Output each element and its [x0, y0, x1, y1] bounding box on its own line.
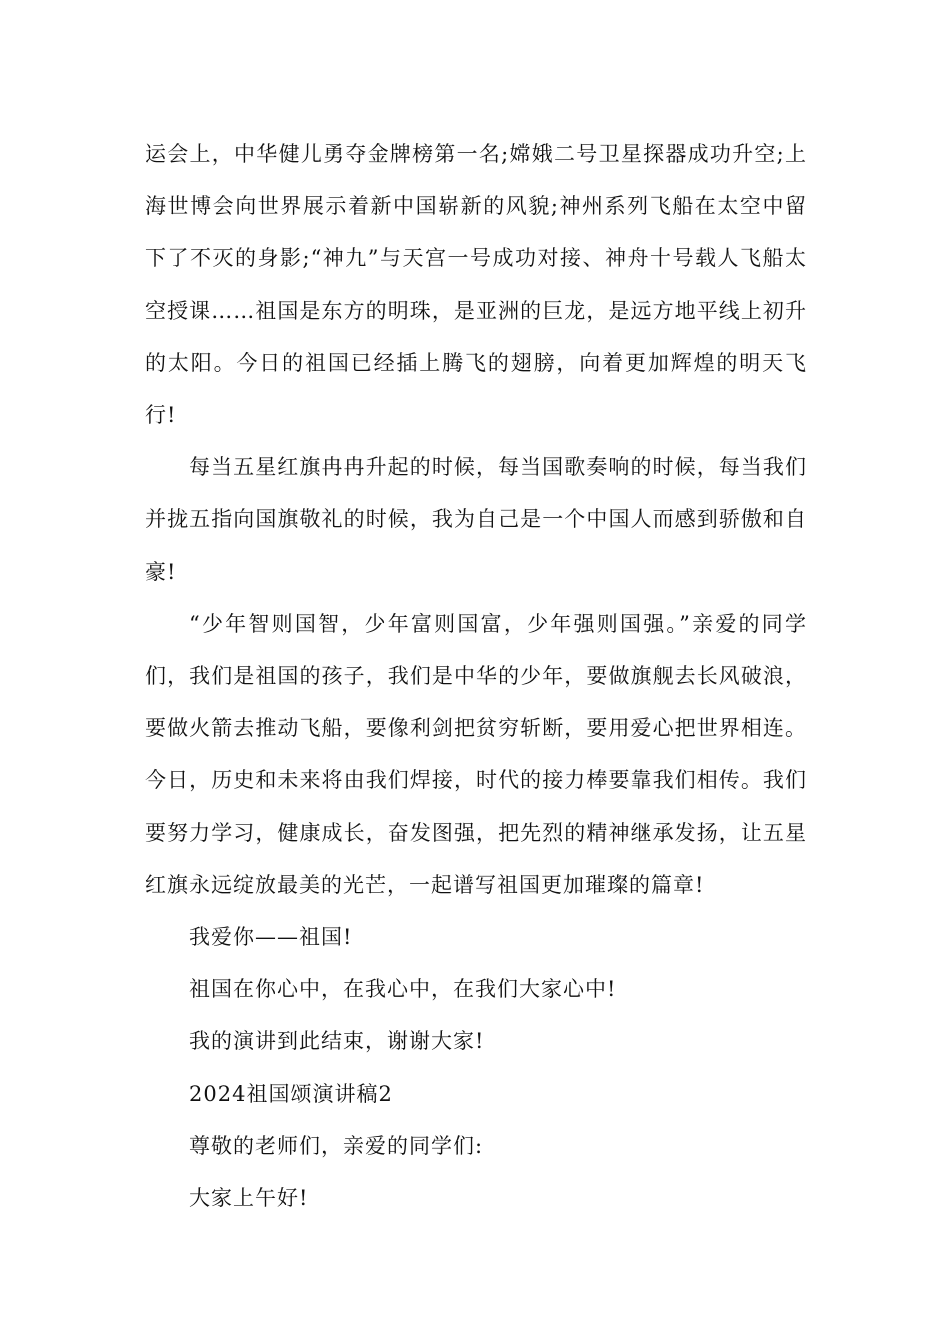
paragraph-youth: “少年智则国智，少年富则国富，少年强则国强。”亲爱的同学们，我们是祖国的孩子，我们是中华的少年，要做旗舰去长风破浪，要做火箭去推动飞船，要像利剑把贫穷斩断，要用爱心把世界相连。今日，历史和未来将由我们焊接，时代的接力棒要靠我们相传。我们要努力学习，健康成长，奋发图强，把先烈的精神继承发扬，让五星红旗永远绽放最美的光芒，一起谱写祖国更加璀璨的篇章!	[145, 611, 807, 897]
greeting: 大家上午好!	[189, 1186, 309, 1211]
paragraph-flag-pride: 每当五星红旗冉冉升起的时候，每当国歌奏响的时候，每当我们并拢五指向国旗敬礼的时候，我为自己是一个中国人而感到骄傲和自豪!	[145, 455, 807, 584]
document-page	[145, 128, 807, 1224]
paragraph-closing: 我的演讲到此结束，谢谢大家!	[189, 1029, 485, 1054]
paragraph-love-motherland: 我爱你——祖国!	[189, 925, 353, 950]
section-heading: 2024祖国颂演讲稿2	[189, 1081, 393, 1106]
paragraph-achievements: 运会上，中华健儿勇夺金牌榜第一名;嫦娥二号卫星探器成功升空;上海世博会向世界展示着新中国崭新的风貌;神州系列飞船在太空中留下了不灭的身影;“神九”与天宫一号成功对接、神舟十号载人飞船太空授课……祖国是东方的明珠，是亚洲的巨龙，是远方地平线上初升的太阳。今日的祖国已经插上腾飞的翅膀，向着更加辉煌的明天飞行!	[145, 142, 807, 428]
salutation: 尊敬的老师们，亲爱的同学们:	[189, 1133, 484, 1158]
paragraph-in-our-hearts: 祖国在你心中，在我心中，在我们大家心中!	[189, 977, 617, 1002]
